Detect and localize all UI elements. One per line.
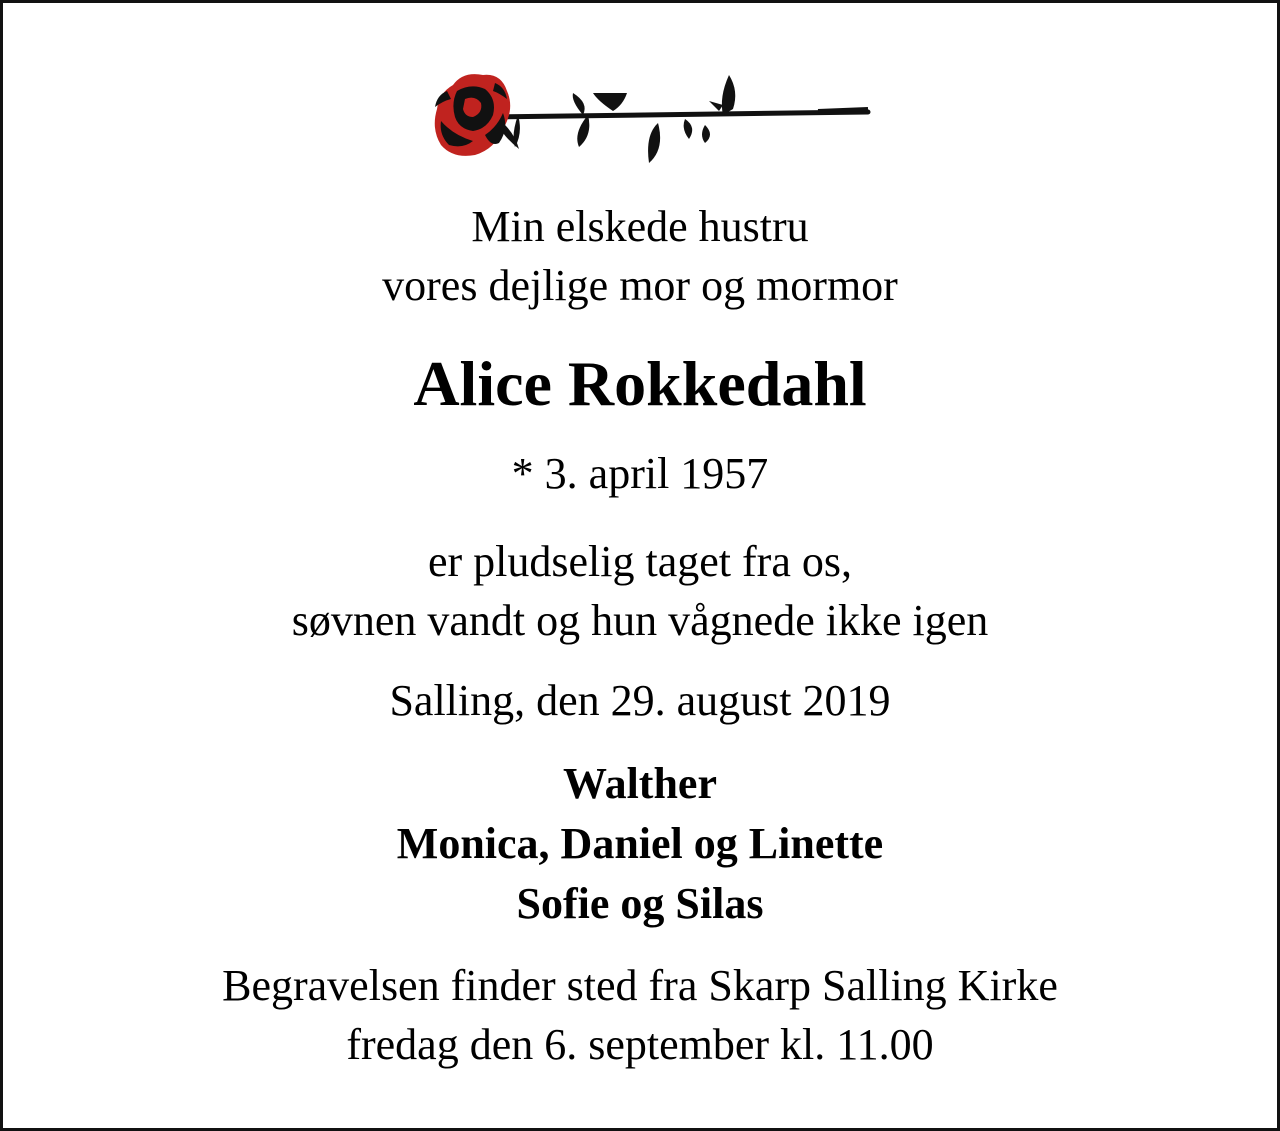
message-line-2: søvnen vandt og hun vågnede ikke igen (291, 596, 989, 645)
rose-icon (423, 65, 873, 171)
family-line-1: Walther (563, 759, 717, 808)
deceased-name: Alice Rokkedahl (413, 348, 867, 419)
message-line-1: er pludselig taget fra os, (428, 537, 852, 586)
family-line-3: Sofie og Silas (516, 879, 764, 928)
birth-date: * 3. april 1957 (511, 449, 769, 498)
place-date: Salling, den 29. august 2019 (389, 676, 891, 725)
intro-line-2: vores dejlige mor og mormor (382, 261, 898, 310)
funeral-line-2: fredag den 6. september kl. 11.00 (346, 1020, 934, 1069)
family-line-2: Monica, Daniel og Linette (396, 819, 884, 868)
intro-line-1: Min elskede hustru (471, 202, 809, 251)
funeral-line-1: Begravelsen finder sted fra Skarp Salling Kirke (222, 961, 1058, 1010)
